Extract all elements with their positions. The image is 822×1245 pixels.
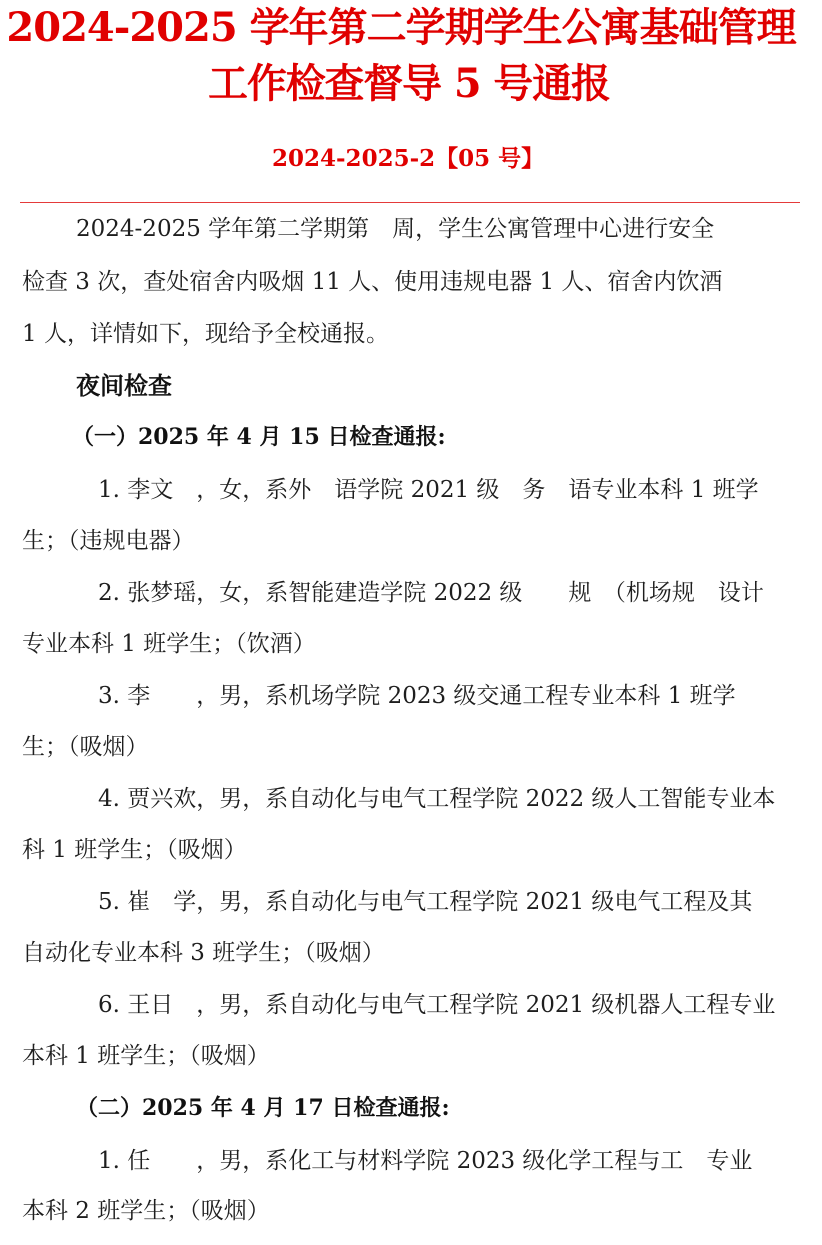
report-1-item-5-line-2: 自动化专业本科 3 班学生；（吸烟） — [22, 940, 385, 966]
document-title-line-2: 工作检查督导 5 号通报 — [208, 60, 610, 107]
document-number: 2024-2025-2【05 号】 — [272, 145, 545, 172]
header-divider — [20, 202, 800, 203]
report-1-item-6-line-1: 6. 王日 ，男，系自动化与电气工程学院 2021 级机器人工程专业 — [98, 992, 776, 1018]
report-1-item-3-line-1: 3. 李 ，男，系机场学院 2023 级交通工程专业本科 1 班学 — [98, 683, 736, 709]
report-1-item-4-line-1: 4. 贾兴欢，男，系自动化与电气工程学院 2022 级人工智能专业本 — [98, 786, 776, 812]
report-2-heading: （二）2025 年 4 月 17 日检查通报: — [76, 1095, 450, 1121]
report-1-item-2-line-1: 2. 张梦瑶，女，系智能建造学院 2022 级 规 （机场规 设计 — [98, 580, 764, 606]
section-title-night-inspection: 夜间检查 — [76, 372, 172, 400]
report-1-item-2-line-2: 专业本科 1 班学生；（饮酒） — [22, 631, 316, 657]
intro-line-1: 2024-2025 学年第二学期第 周，学生公寓管理中心进行安全 — [76, 216, 715, 242]
report-1-item-6-line-2: 本科 1 班学生；（吸烟） — [22, 1043, 270, 1069]
intro-line-3: 1 人，详情如下，现给予全校通报。 — [22, 321, 389, 347]
intro-line-2: 检查 3 次，查处宿舍内吸烟 11 人、使用违规电器 1 人、宿舍内饮酒 — [22, 269, 723, 295]
report-1-item-5-line-1: 5. 崔 学，男，系自动化与电气工程学院 2021 级电气工程及其 — [98, 889, 753, 915]
report-2-item-1-line-1: 1. 任 ，男，系化工与材料学院 2023 级化学工程与工 专业 — [98, 1148, 753, 1174]
document-title-line-1: 2024-2025 学年第二学期学生公寓基础管理 — [6, 4, 796, 51]
report-1-item-1-line-1: 1. 李文 ，女，系外 语学院 2021 级 务 语专业本科 1 班学 — [98, 477, 759, 503]
report-2-item-1-line-2: 本科 2 班学生；（吸烟） — [22, 1198, 270, 1224]
report-1-heading: （一）2025 年 4 月 15 日检查通报: — [72, 424, 446, 450]
report-1-item-3-line-2: 生；（吸烟） — [22, 734, 149, 760]
report-1-item-4-line-2: 科 1 班学生；（吸烟） — [22, 837, 247, 863]
report-1-item-1-line-2: 生；（违规电器） — [22, 528, 195, 554]
